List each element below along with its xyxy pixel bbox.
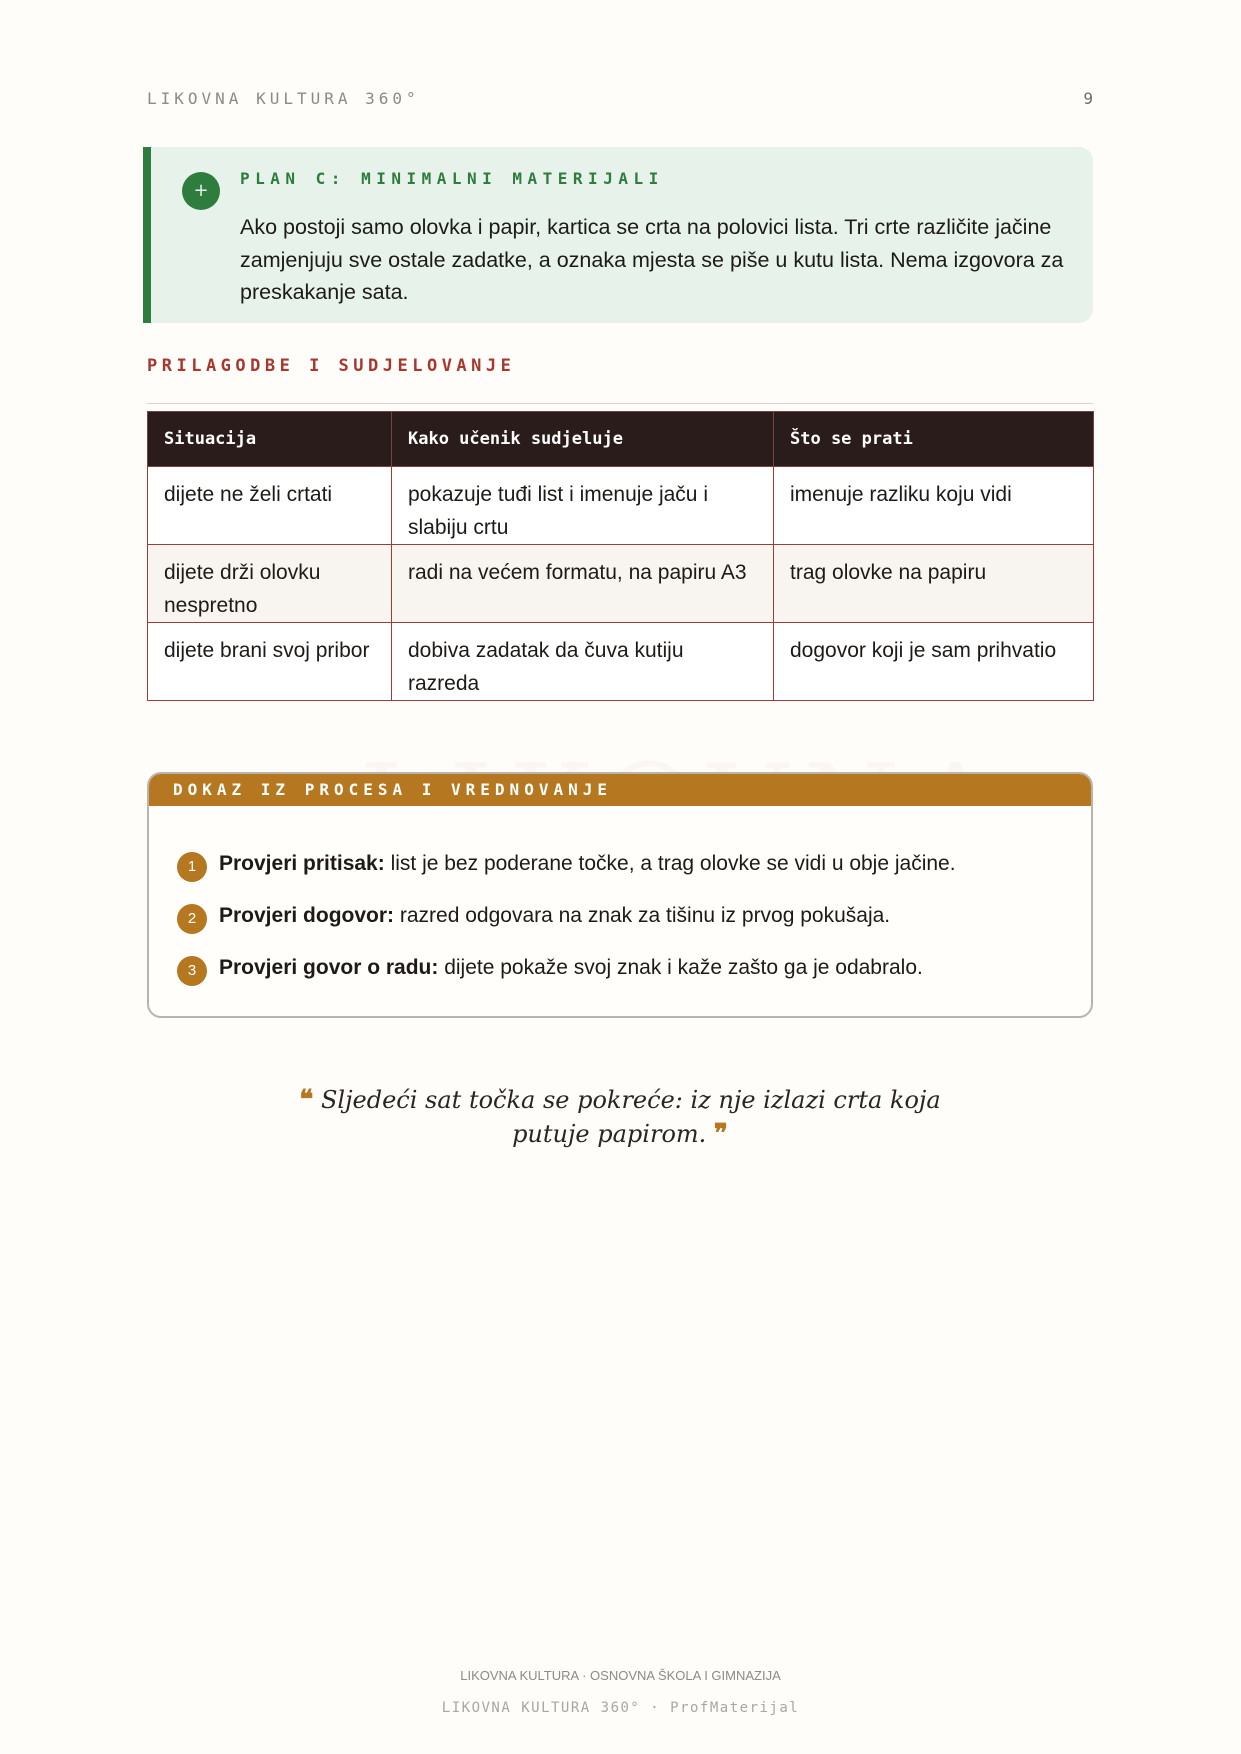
adaptations-table [147, 411, 1094, 701]
evidence-list [177, 848, 1077, 1004]
table-cell: trag olovke na papiru [774, 545, 1094, 623]
table-row [148, 623, 1094, 701]
table-cell: dijete brani svoj pribor [148, 623, 392, 701]
table-cell: dobiva zadatak da čuva kutiju razreda [392, 623, 774, 701]
column-header: Što se prati [774, 412, 1094, 467]
item-text: list je bez poderane točke, a trag olovke se vidi u obje jačine. [384, 852, 956, 875]
section-divider [147, 403, 1093, 404]
table-cell: dijete ne želi crtati [148, 467, 392, 545]
table-cell: dogovor koji je sam prihvatio [774, 623, 1094, 701]
list-item-text [219, 952, 923, 984]
table-row [148, 545, 1094, 623]
item-label: Provjeri pritisak: [219, 852, 385, 875]
item-text: razred odgovara na znak za tišinu iz prvog pokušaja. [394, 904, 891, 927]
column-header: Situacija [148, 412, 392, 467]
closing-quote [270, 1083, 970, 1151]
open-quote-icon: ❝ [299, 1085, 314, 1115]
list-item [177, 900, 1077, 952]
step-number-badge: 2 [177, 904, 207, 934]
footer-line-2: LIKOVNA KULTURA 360° · ProfMaterijal [441, 1700, 800, 1716]
section-title: PRILAGODBE I SUDJELOVANJE [147, 356, 516, 376]
table-cell: imenuje razliku koju vidi [774, 467, 1094, 545]
table-cell: radi na većem formatu, na papiru A3 [392, 545, 774, 623]
list-item-text [219, 848, 956, 880]
step-number-badge: 3 [177, 956, 207, 986]
plus-icon: + [182, 172, 220, 210]
quote-text: Sljedeći sat točka se pokreće: iz nje izlazi crta koja putuje papirom. [320, 1086, 941, 1148]
evidence-title: DOKAZ IZ PROCESA I VREDNOVANJE [149, 774, 1091, 806]
close-quote-icon: ❞ [713, 1119, 728, 1149]
item-label: Provjeri dogovor: [219, 904, 395, 927]
running-header [147, 88, 1093, 108]
item-text: dijete pokaže svoj znak i kaže zašto ga je odabralo. [438, 956, 923, 979]
list-item [177, 952, 1077, 1004]
column-header: Kako učenik sudjeluje [392, 412, 774, 467]
table-cell: dijete drži olovku nespretno [148, 545, 392, 623]
table-row [148, 467, 1094, 545]
plan-c-callout [143, 147, 1093, 323]
evidence-box [147, 772, 1093, 1018]
running-title: LIKOVNA KULTURA 360° [147, 88, 420, 108]
list-item-text [219, 900, 890, 932]
step-number-badge: 1 [177, 852, 207, 882]
table-cell: pokazuje tuđi list i imenuje jaču i slabiju crtu [392, 467, 774, 545]
item-label: Provjeri govor o radu: [219, 956, 439, 979]
page-number: 9 [1083, 88, 1093, 108]
callout-title: PLAN C: MINIMALNI MATERIJALI [240, 169, 664, 188]
table-header-row [148, 412, 1094, 467]
callout-body: Ako postoji samo olovka i papir, kartica se crta na polovici lista. Tri crte različite jačine zamjenjuju sve ostale zadatke, a oznaka mjesta se piše u kutu lista. Nema izgovora za preskakanje sata. [240, 215, 1064, 304]
footer-line-1: LIKOVNA KULTURA · OSNOVNA ŠKOLA I GIMNAZIJA [460, 1668, 781, 1683]
list-item [177, 848, 1077, 900]
